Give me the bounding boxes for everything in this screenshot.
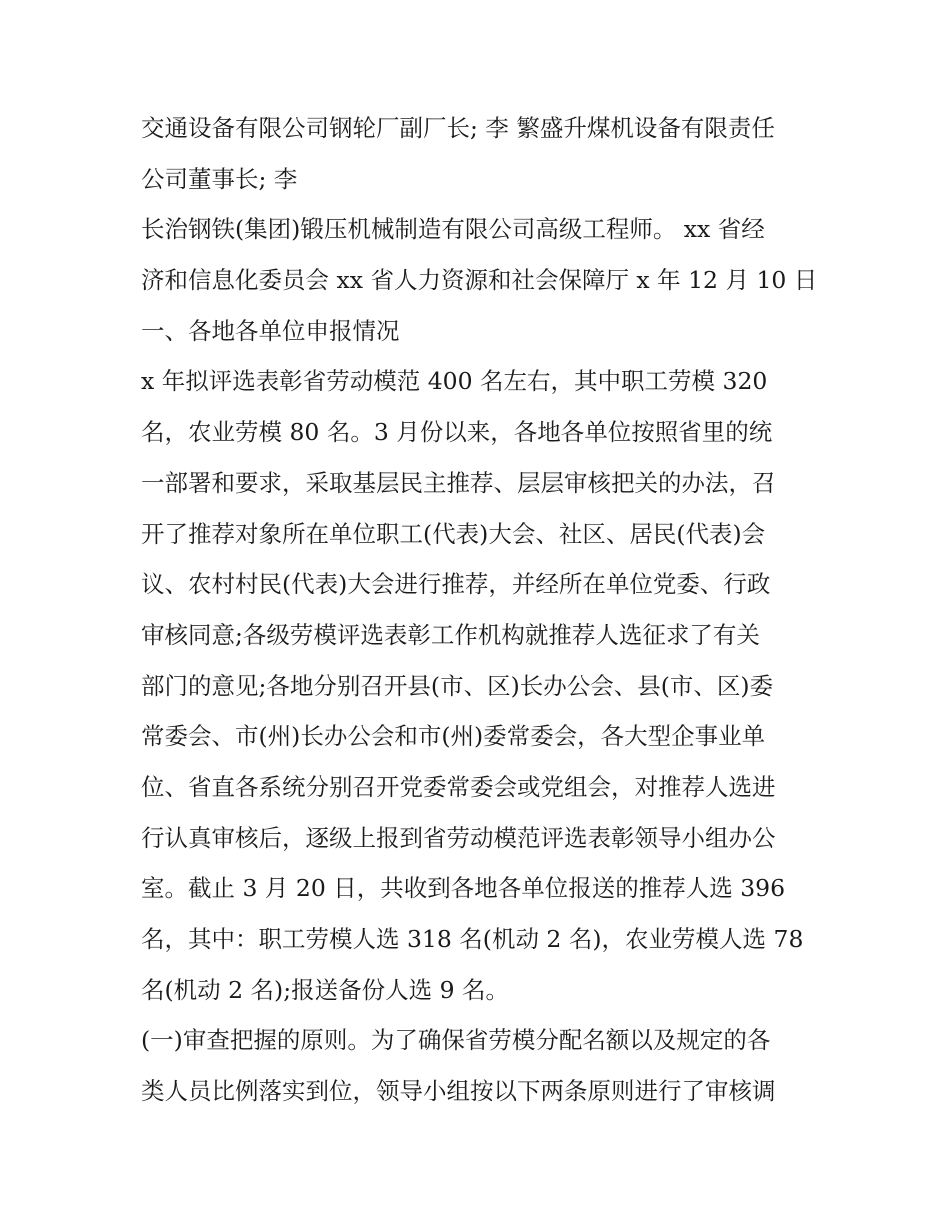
- text-line-20: 类人员比例落实到位，领导小组按以下两条原则进行了审核调: [141, 1077, 776, 1106]
- text-line-8: 一部署和要求，采取基层民主推荐、层层审核把关的办法，召: [141, 468, 776, 497]
- text-line-14: 位、省直各系统分别召开党委常委会或党组会，对推荐人选进: [141, 772, 776, 801]
- text-line-7: 名，农业劳模 80 名。3 月份以来，各地各单位按照省里的统: [141, 418, 773, 447]
- text-line-13: 常委会、市(州)长办公会和市(州)委常委会，各大型企事业单: [141, 722, 766, 751]
- text-line-6: x 年拟评选表彰省劳动模范 400 名左右，其中职工劳模 320: [141, 367, 768, 396]
- text-line-17: 名，其中：职工劳模人选 318 名(机动 2 名)，农业劳模人选 78: [141, 925, 804, 953]
- text-line-12: 部门的意见;各地分别召开县(市、区)长办公会、县(市、区)委: [141, 671, 774, 700]
- text-line-1: 交通设备有限公司钢轮厂副厂长; 李 繁盛升煤机设备有限责任: [141, 114, 775, 142]
- subsection-heading: (一)审查把握的原则。为了确保省劳模分配名额以及规定的各: [141, 1026, 771, 1055]
- text-line-10: 议、农村村民(代表)大会进行推荐，并经所在单位党委、行政: [141, 570, 771, 599]
- document-body: [141, 103, 821, 1117]
- text-line-15: 行认真审核后，逐级上报到省劳动模范评选表彰领导小组办公: [141, 823, 776, 852]
- text-line-16: 室。截止 3 月 20 日，共收到各地各单位报送的推荐人选 396: [141, 874, 786, 903]
- section-heading: 一、各地各单位申报情况: [141, 316, 400, 345]
- text-line-2: 公司董事长; 李: [141, 164, 298, 193]
- text-line-4: 济和信息化委员会 xx 省人力资源和社会保障厅 x 年 12 月 10 日: [141, 266, 818, 295]
- text-line-9: 开了推荐对象所在单位职工(代表)大会、社区、居民(代表)会: [141, 519, 766, 548]
- text-line-18: 名(机动 2 名);报送备份人选 9 名。: [141, 975, 510, 1004]
- text-line-11: 审核同意;各级劳模评选表彰工作机构就推荐人选征求了有关: [141, 620, 760, 649]
- text-line-3: 长治钢铁(集团)锻压机械制造有限公司高级工程师。 xx 省经: [141, 215, 765, 244]
